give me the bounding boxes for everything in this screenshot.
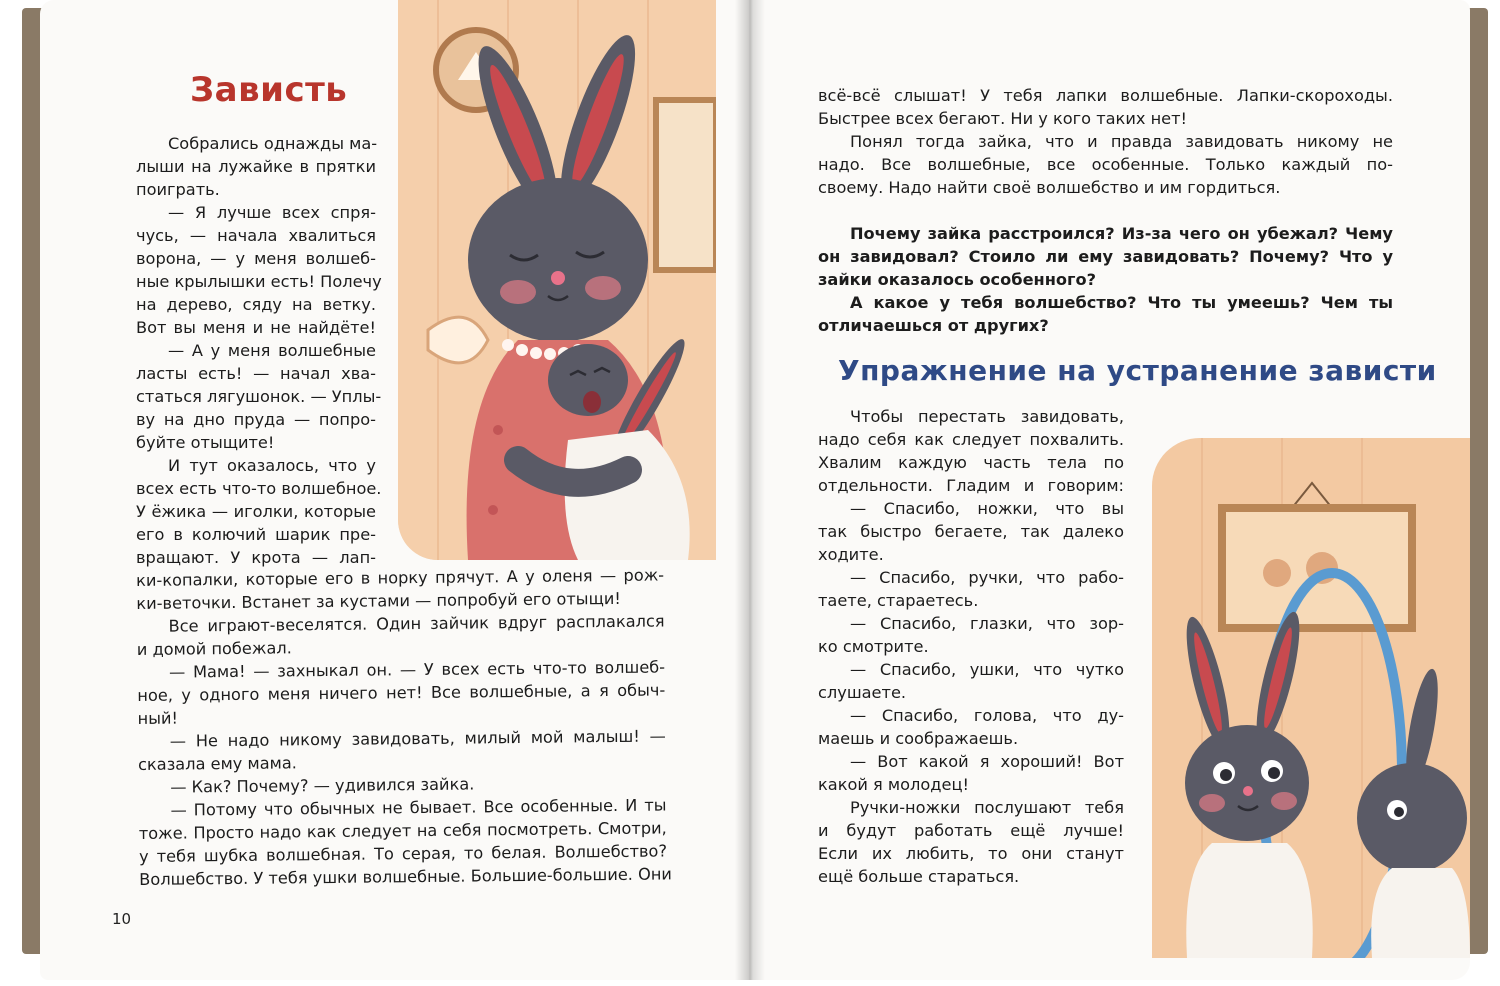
text-line: — Не надо никому завидовать, милый мой малыш! — (169, 726, 666, 751)
text-line: ное, у одного меня ничего нет! Все волшебные, а я обыч- (137, 680, 666, 705)
text-line: Хвалим каждую часть тела по (818, 453, 1124, 472)
text-line: — Спасибо, ушки, что чутко (850, 660, 1124, 679)
text-line: — Как? Почему? — удивился зайка. (170, 774, 475, 797)
left-wide-text (136, 563, 672, 891)
text-line: надо себя как следует похвалить. (818, 430, 1124, 449)
illustration-mother-hug (398, 0, 716, 560)
text-line: Вот вы меня и не найдёте! (136, 318, 376, 337)
text-line: — Спасибо, глазки, что зор- (850, 614, 1124, 633)
illustration-bunny-mirror (1152, 438, 1470, 958)
book-gutter (735, 0, 765, 980)
exercise-text (818, 405, 1124, 888)
text-line: тоже. Просто надо как следует на себя посмотреть. Смотри, (138, 818, 667, 843)
text-line: отдельности. Гладим и говорим: (818, 476, 1124, 495)
text-line: — А у меня волшебные (168, 341, 376, 360)
left-column-text (136, 132, 382, 569)
questions-block (818, 222, 1393, 337)
text-line: Чтобы перестать завидовать, (850, 407, 1124, 426)
text-line: всех есть что-то волшебное. (136, 479, 382, 498)
page-number: 10 (112, 910, 132, 928)
text-line: Если их любить, то они станут (818, 844, 1124, 863)
text-line: и будут работать ещё лучше! (818, 821, 1124, 840)
text-line: Понял тогда зайка, что и правда завидовать никому не (850, 132, 1393, 151)
question-line: отличаешься от других? (818, 316, 1049, 335)
text-line: своему. Надо найти своё волшебство и им гордиться. (818, 178, 1281, 197)
text-line: ву на дно пруда — попро- (136, 410, 376, 429)
text-line: статься лягушонок. — Уплы- (136, 387, 382, 406)
text-line: У ёжика — иголки, которые (136, 502, 376, 521)
text-line: лыши на лужайке в прятки (136, 157, 376, 176)
text-line: ные крылышки есть! Полечу (136, 272, 382, 291)
text-line: так быстро бегаете, так далеко (818, 522, 1124, 541)
text-line: поиграть. (136, 180, 220, 199)
text-line: чусь, — начала хвалиться (136, 226, 376, 245)
text-line: ки-веточки. Встанет за кустами — попробуй его отыщи! (136, 588, 621, 613)
text-line: слушаете. (818, 683, 907, 702)
text-line: Собрались однажды ма- (168, 134, 378, 153)
text-line: буйте отыщите! (136, 433, 275, 452)
text-line: сказала ему мама. (137, 753, 297, 774)
text-line: — Спасибо, ручки, что рабо- (850, 568, 1124, 587)
question-line: зайки оказалось особенного? (818, 270, 1097, 289)
right-top-text (818, 84, 1393, 199)
text-line: Все играют-веселятся. Один зайчик вдруг расплакался (168, 611, 665, 636)
text-line: — Спасибо, голова, что ду- (850, 706, 1124, 725)
text-line: ко смотрите. (818, 637, 929, 656)
text-line: всё-всё слышат! У тебя лапки волшебные. Лапки-скороходы. (818, 86, 1393, 105)
text-line: таете, стараетесь. (818, 591, 979, 610)
question-line: Почему зайка расстроился? Из-за чего он убежал? Чему (850, 224, 1393, 243)
text-line: ходите. (818, 545, 884, 564)
text-line: ки-копалки, которые его в норку прячут. А у оленя — рож- (136, 565, 665, 590)
text-line: вращают. У крота — лап- (136, 548, 376, 567)
text-line: И тут оказалось, что у (168, 456, 376, 475)
text-line: — Мама! — захныкал он. — У всех есть что-то волшеб- (168, 657, 666, 682)
text-line: — Вот какой я хороший! Вот (850, 752, 1124, 771)
text-line: Волшебство. У тебя ушки волшебные. Большие-большие. Они (139, 864, 672, 889)
text-line: Быстрее всех бегают. Ни у кого таких нет! (818, 109, 1188, 128)
question-line: А какое у тебя волшебство? Что ты умеешь? Чем ты (850, 293, 1393, 312)
text-line: ворона, — у меня волшеб- (136, 249, 376, 268)
text-line: на дерево, сяду на ветку. (136, 295, 376, 314)
text-line: какой я молодец! (818, 775, 969, 794)
text-line: ласты есть! — начал хва- (136, 364, 376, 383)
text-line: ный! (137, 708, 179, 728)
text-line: надо. Все волшебные, все особенные. Только каждый по- (818, 155, 1393, 174)
text-line: — Спасибо, ножки, что вы (850, 499, 1124, 518)
text-line: маешь и соображаешь. (818, 729, 1019, 748)
text-line: Ручки-ножки послушают тебя (850, 798, 1124, 817)
text-line: ещё больше стараться. (818, 867, 1020, 886)
question-line: он завидовал? Стоило ли ему завидовать? Почему? Что у (818, 247, 1393, 266)
text-line: — Я лучше всех спря- (168, 203, 376, 222)
text-line: его в колючий шарик пре- (136, 525, 376, 544)
text-line: у тебя шубка волшебная. То серая, то белая. Волшебство? (138, 841, 668, 866)
text-line: и домой побежал. (136, 638, 292, 659)
text-line: — Потому что обычных не бывает. Все особенные. И ты (170, 795, 667, 820)
exercise-title: Упражнение на устранение зависти (838, 354, 1437, 387)
page-title: Зависть (190, 70, 348, 110)
